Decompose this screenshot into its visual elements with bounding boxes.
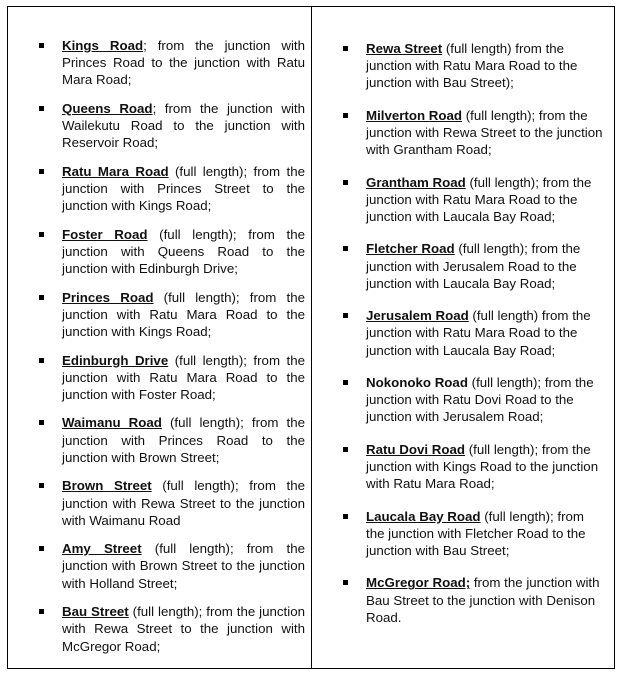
- road-name: Fletcher Road: [366, 241, 455, 257]
- road-name: Waimanu Road: [62, 415, 162, 431]
- road-name: Laucala Bay Road: [366, 508, 481, 524]
- square-bullet-icon: [39, 295, 44, 300]
- square-bullet-icon: [343, 514, 348, 519]
- square-bullet-icon: [343, 580, 348, 585]
- road-list-item: [313, 40, 614, 92]
- square-bullet-icon: [39, 358, 44, 363]
- square-bullet-icon: [39, 546, 44, 551]
- right-column: [313, 7, 614, 668]
- left-column: [8, 7, 311, 668]
- road-name: Brown Street: [62, 478, 152, 494]
- road-list-item: [8, 352, 311, 404]
- square-bullet-icon: [343, 46, 348, 51]
- road-description: (full length); from the junction with Queens Road to the junction with Edinburgh Drive;: [62, 226, 305, 277]
- road-list-item: [8, 100, 311, 152]
- road-list-item: [313, 174, 614, 226]
- road-list-item: [8, 414, 311, 466]
- road-name: Ratu Mara Road: [62, 163, 169, 179]
- road-description: (full length); from the junction with Ratu Mara Road to the junction with Foster Road;: [62, 352, 305, 402]
- road-description: (full length); from the junction with Brown Street to the junction with Holland Street;: [62, 541, 305, 591]
- road-description: (full length); from the junction with Ratu Mara Road to the junction with Laucala Bay Road;: [366, 174, 592, 224]
- square-bullet-icon: [343, 246, 348, 251]
- road-description: (full length); from the junction with Jerusalem Road to the junction with Laucala Bay Road;: [366, 241, 581, 291]
- road-description: (full length); from the junction with Rewa Street to the junction with Grantham Road;: [366, 107, 603, 158]
- road-list-item: [8, 540, 311, 592]
- road-description: (full length) from the junction with Ratu Mara Road to the junction with Laucala Bay Road;: [366, 308, 591, 358]
- road-list-item: [313, 107, 614, 159]
- square-bullet-icon: [343, 380, 348, 385]
- road-list-item: [313, 240, 614, 292]
- road-name: Rewa Street: [366, 41, 443, 56]
- road-name: Milverton Road: [366, 107, 463, 123]
- road-name: Nokonoko Road: [366, 374, 468, 390]
- road-name: Edinburgh Drive: [62, 352, 169, 368]
- road-description: (full length); from the junction with Kings Road to the junction with Ratu Mara Road;: [366, 441, 599, 492]
- road-description: (full length); from the junction with Rewa Street to the junction with Waimanu Road: [62, 478, 305, 528]
- road-description: (full length) from the junction with Ratu Mara Road to the junction with Bau Street);: [366, 41, 578, 91]
- road-list-item: [313, 441, 614, 493]
- road-list-item: [8, 477, 311, 529]
- road-description: (full length); from the junction with Princes Street to the junction with Kings Road;: [62, 163, 305, 214]
- road-list-table: [7, 6, 615, 669]
- road-description: (full length); from the junction with Princes Road to the junction with Brown Street;: [62, 415, 306, 465]
- column-divider: [311, 7, 312, 668]
- road-name: Bau Street: [62, 604, 129, 620]
- road-description: (full length); from the junction with Rewa Street to the junction with McGregor Road;: [62, 604, 305, 654]
- right-road-list: [313, 7, 614, 626]
- road-name: Queens Road: [62, 100, 153, 116]
- road-name: Jerusalem Road: [366, 308, 469, 324]
- road-description: ; from the junction with Princes Road to the junction with Ratu Mara Road;: [62, 38, 305, 88]
- road-name: Ratu Dovi Road: [366, 441, 465, 457]
- road-description: from the junction with Bau Street to the junction with Denison Road.: [366, 575, 600, 625]
- square-bullet-icon: [39, 232, 44, 237]
- square-bullet-icon: [39, 106, 44, 111]
- road-list-item: [8, 289, 311, 341]
- road-name: Princes Road: [62, 289, 154, 305]
- road-list-item: [313, 374, 614, 426]
- road-description: ; from the junction with Wailekutu Road to the junction with Reservoir Road;: [62, 100, 305, 151]
- road-description: (full length); from the junction with Ratu Dovi Road to the junction with Jerusalem Road;: [366, 374, 594, 425]
- square-bullet-icon: [343, 113, 348, 118]
- road-description: (full length); from the junction with Fletcher Road to the junction with Bau Street;: [366, 508, 586, 558]
- square-bullet-icon: [39, 609, 44, 614]
- left-road-list: [8, 7, 311, 655]
- square-bullet-icon: [343, 447, 348, 452]
- road-name: Grantham Road: [366, 174, 466, 190]
- road-list-item: [8, 163, 311, 215]
- road-list-item: [313, 307, 614, 359]
- road-name: Amy Street: [62, 541, 142, 557]
- road-list-item: [8, 603, 311, 655]
- road-name: McGregor Road;: [366, 575, 471, 591]
- road-list-item: [8, 226, 311, 278]
- square-bullet-icon: [39, 43, 44, 48]
- square-bullet-icon: [343, 180, 348, 185]
- square-bullet-icon: [343, 313, 348, 318]
- road-description: (full length); from the junction with Ratu Mara Road to the junction with Kings Road;: [62, 289, 306, 340]
- road-name: Foster Road: [62, 226, 148, 242]
- road-list-item: [313, 574, 614, 626]
- square-bullet-icon: [39, 420, 44, 425]
- road-list-item: [8, 37, 311, 89]
- road-name: Kings Road: [62, 38, 144, 53]
- road-list-item: [313, 508, 614, 560]
- square-bullet-icon: [39, 483, 44, 488]
- square-bullet-icon: [39, 169, 44, 174]
